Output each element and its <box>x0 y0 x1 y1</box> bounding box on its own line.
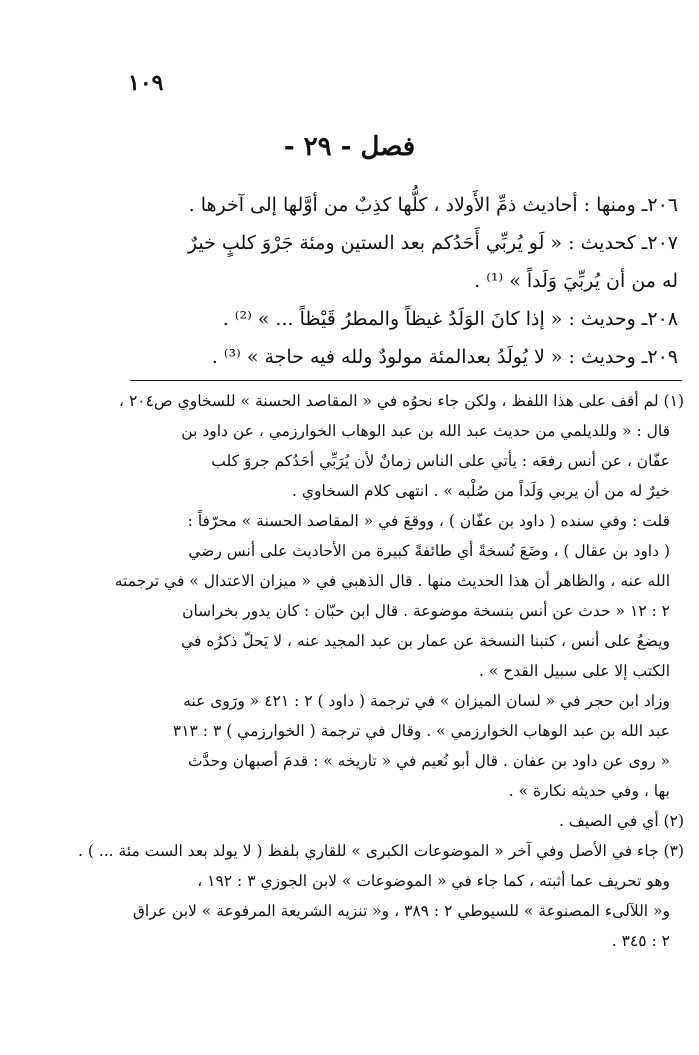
main-line: ٢٠٧ـ كحديث : « لَو يُربِّي أَحَدُكم بعد الستين ومئة جَرْوَ كلبٍ خيرٌ <box>187 232 678 254</box>
footnote-line: عبد الله بن عبد الوهاب الخوارزمي » . وقال في ترجمة ( الخوارزمي ) ٣ : ٣١٣ <box>172 722 670 740</box>
footnote-line: (٢) أي في الصيف . <box>558 812 684 830</box>
main-line: له من أن يُربِّيَ وَلَداً » ⁽¹⁾ . <box>474 270 678 292</box>
footnote-line: ويضعُ على أنس ، كتبنا النسخة عن عمار بن عبد المجيد عنه ، لا يَحلّ ذكرُه في <box>181 632 670 650</box>
main-text <box>118 186 678 376</box>
main-line: ٢٠٦ـ ومنها : أحاديث ذمِّ الأَولاد ، كلُّها كذِبٌ من أوَّلها إلى آخرها . <box>188 194 678 216</box>
footnote-line: بها ، وفي حديثه نكارة » . <box>508 782 670 800</box>
footnote-line: وزاد ابن حجر في « لسان الميزان » في ترجمة ( داود ) ٢ : ٤٢١ « ورَوى عنه <box>183 692 670 710</box>
main-line: ٢٠٨ـ وحديث : « إذا كانَ الوَلَدُ غيظاً والمطرُ قَيْظاً ... » ⁽²⁾ . <box>222 308 678 330</box>
footnote-divider <box>130 380 682 381</box>
footnote-line: خيرٌ له من أن يربي وَلَداً من صُلْبه » . انتهى كلام السخاوي . <box>292 482 670 500</box>
footnote-line: ( داود بن عقال ) ، وضَعَ نُسخةً أي طائفةً كبيرة من الأحاديث على أنس رضي <box>188 542 670 560</box>
main-line: ٢٠٩ـ وحديث : « لا يُولَدُ بعدالمئة مولودٌ ولله فيه حاجة » ⁽³⁾ . <box>211 346 678 368</box>
footnote-line: عفّان ، عن أنس رفعَه : يأتي على الناس زمانٌ لأن يُرَبِّي أحَدُكم جروَ كلب <box>211 452 670 470</box>
footnote-line: وهو تحريف عما أثبته ، كما جاء في « الموضوعات » لابن الجوزي ٣ : ١٩٢ ، <box>197 872 670 890</box>
footnote-line: الكتب إلا على سبيل القدح » . <box>479 662 670 680</box>
footnote-line: و« اللآلىء المصنوعة » للسيوطي ٢ : ٣٨٩ ، و« تنزيه الشريعة المرفوعة » لابن عراق <box>132 902 670 920</box>
footnote-line: « روى عن داود بن عفان . قال أبو نُعيم في « تاريخه » : قدمَ أصبهان وحدَّث <box>187 752 670 770</box>
footnote-line: (٣) جاء في الأصل وفي آخر « الموضوعات الكبرى » للقاري بلفظ ( لا يولد بعد الست مئة ... ) . <box>78 842 684 860</box>
footnote-line: ٢ : ٣٤٥ . <box>611 932 670 950</box>
footnote-line: الله عنه ، والظاهر أن هذا الحديث منها . قال الذهبي في « ميزان الاعتدال » في ترجمته <box>114 572 670 590</box>
footnote-line: ٢ : ١٢ « حدث عن أنس بنسخة موضوعة . قال ابن حبّان : كان يدور بخراسان <box>182 602 670 620</box>
footnote-line: (١) لم أقف على هذا اللفظ ، ولكن جاء نحوُه في « المقاصد الحسنة » للسخاوي ص٢٠٤ ، <box>119 392 684 410</box>
footnote-line: قلت : وفي سنده ( داود بن عفّان ) ، ووقعَ في « المقاصد الحسنة » محرّفاً : <box>187 512 670 530</box>
section-heading: فصل - ٢٩ - <box>283 132 416 162</box>
footnote-line: قال : « وللديلمي من حديث عبد الله بن عبد الوهاب الخوارزمي ، عن داود بن <box>181 422 670 440</box>
page-number: ١٠٩ <box>128 70 164 96</box>
footnotes <box>78 386 684 956</box>
